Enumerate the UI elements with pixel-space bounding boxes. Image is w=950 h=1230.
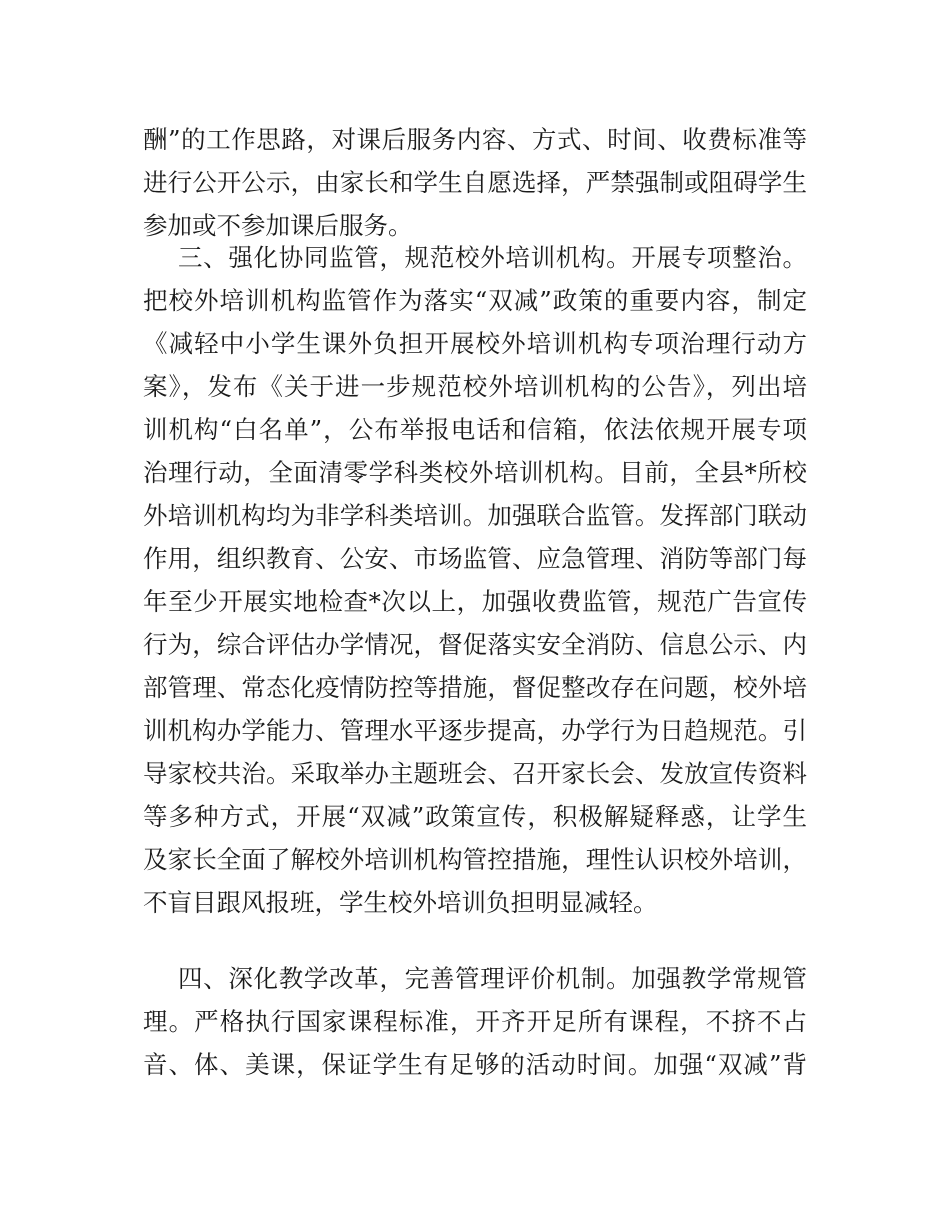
text-line: 导家校共治。采取举办主题班会、召开家长会、发放宣传资料 (143, 759, 807, 788)
text-line: 训机构办学能力、管理水平逐步提高，办学行为日趋规范。引 (143, 716, 807, 745)
text-line: 三、强化协同监管，规范校外培训机构。开展专项整治。 (178, 243, 807, 272)
text-line: 外培训机构均为非学科类培训。加强联合监管。发挥部门联动 (143, 501, 807, 530)
text-line: 年至少开展实地检查*次以上，加强收费监管，规范广告宣传 (143, 587, 807, 616)
paragraph-2 (143, 236, 807, 924)
text-line: 训机构“白名单”，公布举报电话和信箱，依法依规开展专项 (143, 415, 807, 444)
text-line: 音、体、美课，保证学生有足够的活动时间。加强“双减”背 (143, 1050, 807, 1079)
text-line: 部管理、常态化疫情防控等措施，督促整改存在问题，校外培 (143, 673, 807, 702)
text-line: 四、深化教学改革，完善管理评价机制。加强教学常规管 (178, 964, 807, 993)
text-line: 治理行动，全面清零学科类校外培训机构。目前，全县*所校 (143, 458, 807, 487)
text-line: 不盲目跟风报班，学生校外培训负担明显减轻。 (143, 888, 658, 917)
text-line: 等多种方式，开展“双减”政策宣传，积极解疑释惑，让学生 (143, 802, 807, 831)
paragraph-3 (143, 957, 807, 1086)
text-line: 进行公开公示，由家长和学生自愿选择，严禁强制或阻碍学生 (143, 168, 807, 197)
text-line: 行为，综合评估办学情况，督促落实安全消防、信息公示、内 (143, 630, 807, 659)
text-line: 理。严格执行国家课程标准，开齐开足所有课程，不挤不占 (143, 1007, 807, 1036)
text-line: 把校外培训机构监管作为落实“双减”政策的重要内容，制定 (143, 286, 807, 315)
text-line: 案》，发布《关于进一步规范校外培训机构的公告》，列出培 (143, 372, 807, 401)
text-line: 酬”的工作思路，对课后服务内容、方式、时间、收费标准等 (143, 125, 807, 154)
text-line: 《减轻中小学生课外负担开展校外培训机构专项治理行动方 (143, 329, 807, 358)
text-line: 及家长全面了解校外培训机构管控措施，理性认识校外培训， (143, 845, 807, 874)
text-line: 作用，组织教育、公安、市场监管、应急管理、消防等部门每 (143, 544, 807, 573)
paragraph-1 (143, 118, 807, 247)
text-line: 参加或不参加课后服务。 (143, 211, 413, 240)
